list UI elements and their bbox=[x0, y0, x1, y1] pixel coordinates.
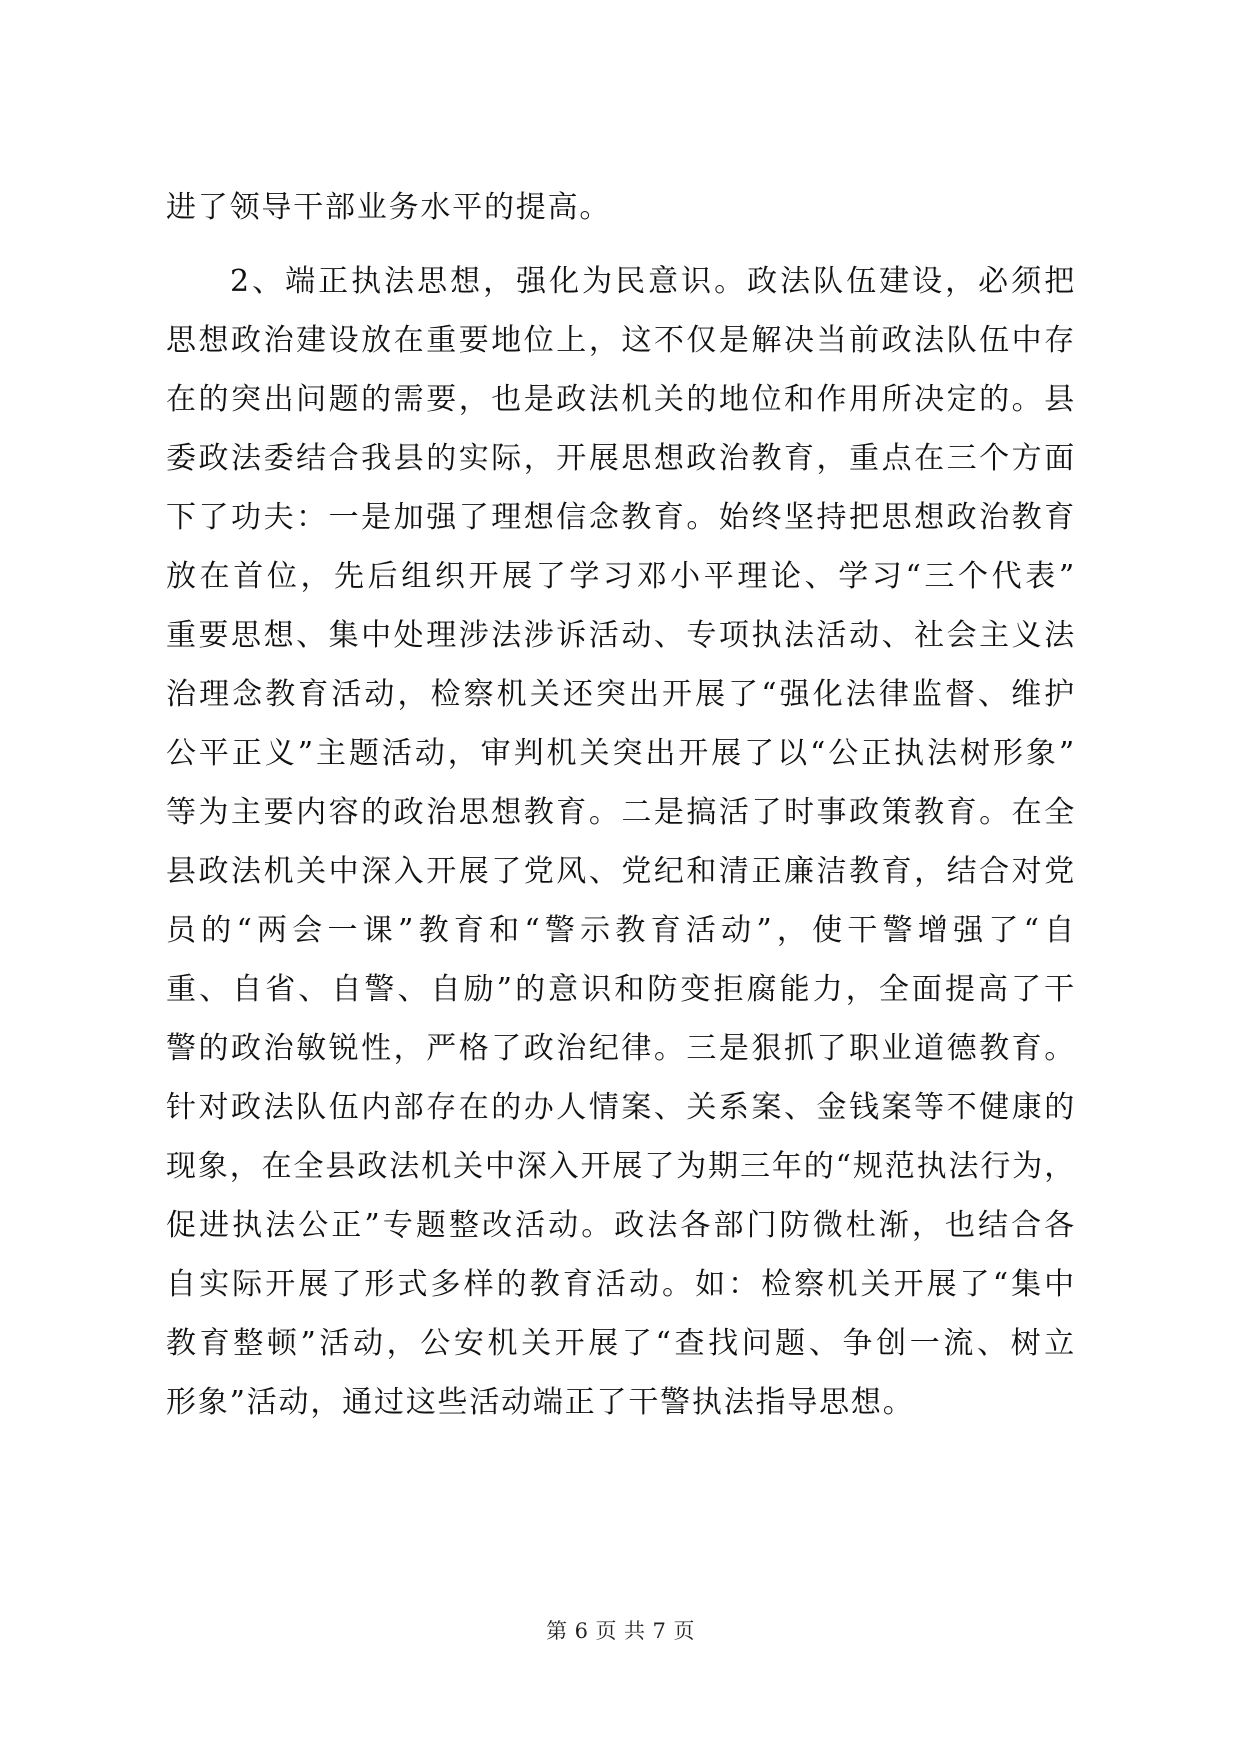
text-line: 等为主要内容的政治思想教育。二是搞活了时事政策教育。在全 bbox=[166, 795, 1076, 830]
text-line: 自实际开展了形式多样的教育活动。如：检察机关开展了“集中 bbox=[166, 1267, 1076, 1302]
text-line: 重要思想、集中处理涉法涉诉活动、专项执法活动、社会主义法 bbox=[166, 618, 1076, 653]
text-line: 警的政治敏锐性，严格了政治纪律。三是狠抓了职业道德教育。 bbox=[166, 1031, 1076, 1066]
text-line: 进了领导干部业务水平的提高。 bbox=[166, 190, 612, 225]
text-line: 县政法机关中深入开展了党风、党纪和清正廉洁教育，结合对党 bbox=[166, 854, 1076, 889]
text-line: 下了功夫：一是加强了理想信念教育。始终坚持把思想政治教育 bbox=[166, 500, 1076, 535]
text-line: 在的突出问题的需要，也是政法机关的地位和作用所决定的。县 bbox=[166, 382, 1076, 417]
text-line: 2、端正执法思想，强化为民意识。政法队伍建设，必须把 bbox=[230, 264, 1076, 299]
text-line: 委政法委结合我县的实际，开展思想政治教育，重点在三个方面 bbox=[166, 441, 1076, 476]
text-line: 现象，在全县政法机关中深入开展了为期三年的“规范执法行为， bbox=[166, 1149, 1076, 1184]
text-line: 教育整顿”活动，公安机关开展了“查找问题、争创一流、树立 bbox=[166, 1326, 1076, 1361]
text-line: 形象”活动，通过这些活动端正了干警执法指导思想。 bbox=[166, 1385, 915, 1420]
text-line: 放在首位，先后组织开展了学习邓小平理论、学习“三个代表” bbox=[166, 559, 1076, 594]
text-line: 员的“两会一课”教育和“警示教育活动”，使干警增强了“自 bbox=[166, 913, 1076, 948]
text-line: 思想政治建设放在重要地位上，这不仅是解决当前政法队伍中存 bbox=[166, 323, 1076, 358]
text-line: 公平正义”主题活动，审判机关突出开展了以“公正执法树形象” bbox=[166, 736, 1076, 771]
text-line: 重、自省、自警、自励”的意识和防变拒腐能力，全面提高了干 bbox=[166, 972, 1076, 1007]
text-line: 治理念教育活动，检察机关还突出开展了“强化法律监督、维护 bbox=[166, 677, 1076, 712]
text-line: 针对政法队伍内部存在的办人情案、关系案、金钱案等不健康的 bbox=[166, 1090, 1076, 1125]
text-line: 促进执法公正”专题整改活动。政法各部门防微杜渐，也结合各 bbox=[166, 1208, 1076, 1243]
page-footer: 第 6 页 共 7 页 bbox=[546, 1619, 695, 1643]
